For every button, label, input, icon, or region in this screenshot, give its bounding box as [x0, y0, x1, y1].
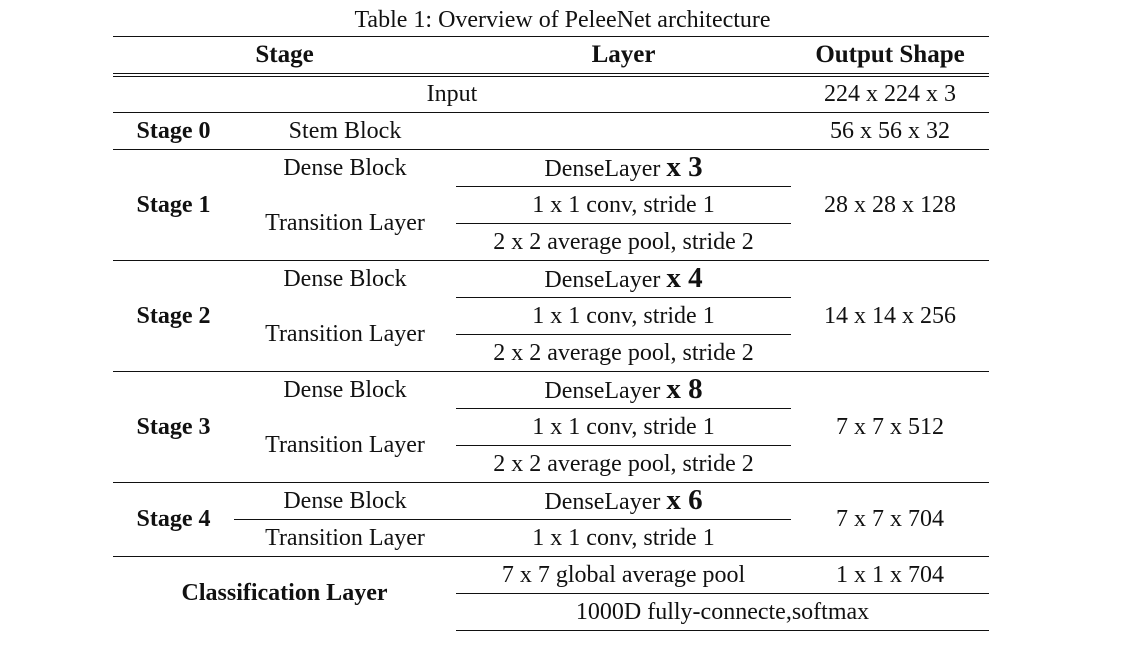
- stage4-label: Stage 4: [113, 482, 234, 556]
- stage2-dense-block: Dense Block: [234, 260, 456, 297]
- stage3-dense-block: Dense Block: [234, 371, 456, 408]
- stage4-dense-row: [113, 482, 989, 519]
- classification-pool-output: 1 x 1 x 704: [791, 556, 989, 593]
- stage0-output: 56 x 56 x 32: [791, 112, 989, 149]
- stage2-transition-layer: Transition Layer: [265, 320, 425, 347]
- stage4-dense-block: Dense Block: [234, 482, 456, 519]
- stage0-empty: [456, 112, 791, 149]
- stage4-output: 7 x 7 x 704: [791, 482, 989, 556]
- stage3-dense-layer: DenseLayer x 8: [456, 371, 791, 408]
- stage0-row: [113, 112, 989, 149]
- header-layer: Layer: [456, 37, 791, 76]
- input-row: [113, 75, 989, 112]
- stage4-dense-layer: DenseLayer x 6: [456, 482, 791, 519]
- header-output-shape: Output Shape: [791, 37, 989, 76]
- stage1-transition-layer: Transition Layer: [265, 209, 425, 236]
- stage2-multiplier: x 4: [666, 261, 703, 294]
- header-row: [113, 37, 989, 76]
- stage3-output: 7 x 7 x 512: [791, 371, 989, 482]
- stage1-dense-block: Dense Block: [234, 149, 456, 186]
- stage4-multiplier: x 6: [666, 483, 703, 516]
- stage1-dense-layer: DenseLayer x 3: [456, 149, 791, 186]
- input-label: Input: [426, 81, 478, 108]
- input-output: 224 x 224 x 3: [824, 81, 957, 108]
- stage2-conv: 1 x 1 conv, stride 1: [456, 297, 791, 334]
- stage2-label: Stage 2: [113, 260, 234, 371]
- classification-pool: 7 x 7 global average pool: [456, 556, 791, 593]
- stage1-label: Stage 1: [113, 149, 234, 260]
- stage3-dense-row: [113, 371, 989, 408]
- classification-pool-row: [113, 556, 989, 593]
- stage3-pool: 2 x 2 average pool, stride 2: [493, 450, 754, 477]
- stage2-pool: 2 x 2 average pool, stride 2: [493, 339, 754, 366]
- stage1-pool: 2 x 2 average pool, stride 2: [493, 228, 754, 255]
- stage1-conv: 1 x 1 conv, stride 1: [456, 186, 791, 223]
- stage2-dense-row: [113, 260, 989, 297]
- header-stage: Stage: [113, 37, 456, 76]
- stage3-transition-layer: Transition Layer: [265, 431, 425, 458]
- classification-label: Classification Layer: [113, 556, 456, 630]
- table-caption: Table 1: Overview of PeleeNet architecture: [354, 7, 771, 33]
- stage1-multiplier: x 3: [666, 150, 703, 183]
- stage0-label: Stage 0: [113, 112, 234, 149]
- stage1-output: 28 x 28 x 128: [791, 149, 989, 260]
- stage2-output: 14 x 14 x 256: [791, 260, 989, 371]
- stage2-dense-layer: DenseLayer x 4: [456, 260, 791, 297]
- architecture-table: [113, 36, 989, 631]
- stage3-multiplier: x 8: [666, 372, 703, 405]
- classification-fc: 1000D fully-connecte,softmax: [456, 593, 989, 630]
- stage0-layer: Stem Block: [234, 112, 456, 149]
- stage3-label: Stage 3: [113, 371, 234, 482]
- stage4-transition-layer: Transition Layer: [265, 524, 425, 551]
- stage1-dense-row: [113, 149, 989, 186]
- stage3-conv: 1 x 1 conv, stride 1: [456, 408, 791, 445]
- stage4-conv: 1 x 1 conv, stride 1: [532, 524, 715, 551]
